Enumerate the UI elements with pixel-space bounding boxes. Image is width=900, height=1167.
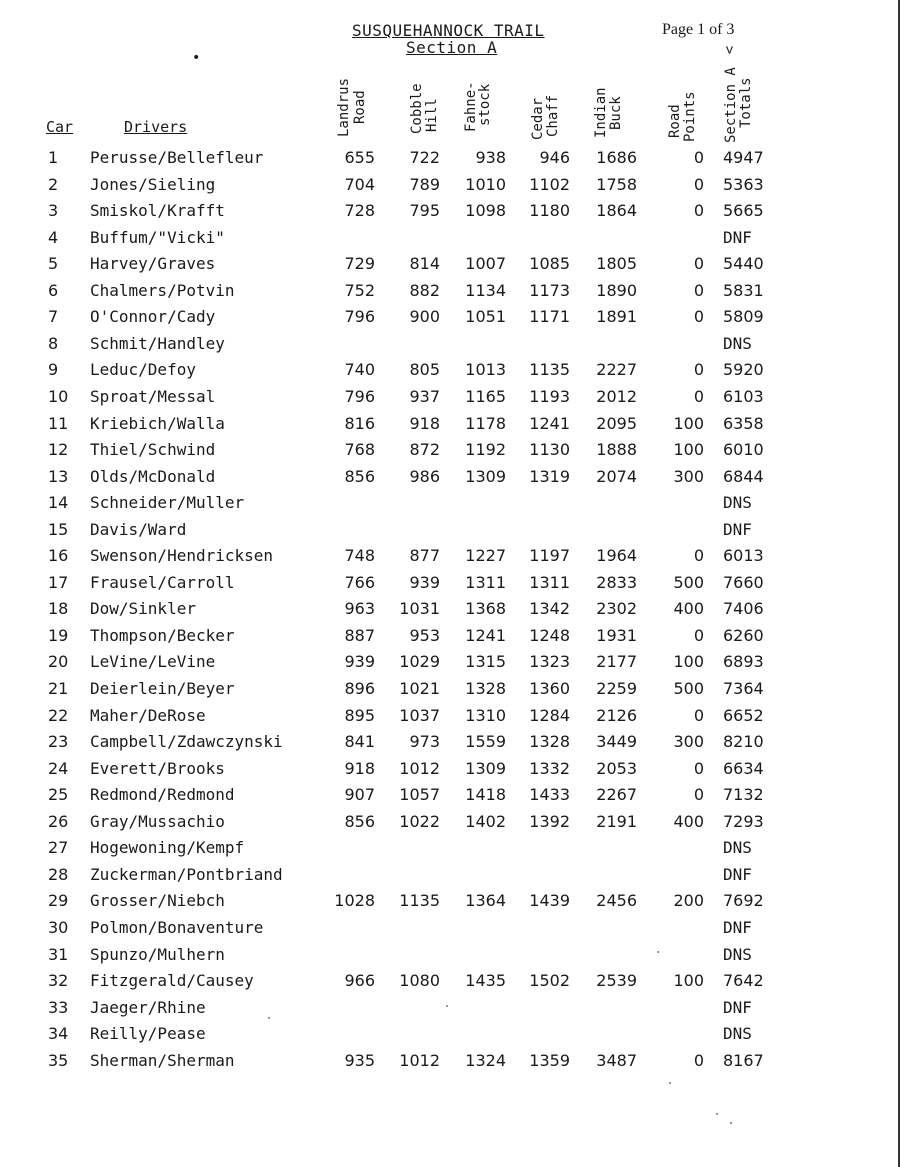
section-total: DNS [723,334,752,353]
score-cedar: 1323 [529,652,570,671]
score-landrus: 895 [344,706,375,725]
score-cobble: 939 [409,573,440,592]
header-fahne-line2: stock [477,83,493,126]
score-indian: 1931 [596,626,637,645]
driver-names: Spunzo/Mulhern [90,945,225,964]
section-total: 7132 [723,785,764,804]
score-indian: 2012 [596,387,637,406]
driver-names: Maher/DeRose [90,706,206,725]
score-fahne: 1098 [465,201,506,220]
document-title: SUSQUEHANNOCK TRAIL [352,21,545,40]
section-total: 6634 [723,759,764,778]
score-fahne: 1310 [465,706,506,725]
score-cobble: 1057 [399,785,440,804]
section-total: DNS [723,493,752,512]
car-number: 9 [48,360,59,379]
scan-speck [716,1113,718,1115]
score-points: 0 [693,360,704,379]
driver-names: Buffum/"Vicki" [90,228,225,247]
driver-names: Zuckerman/Pontbriand [90,865,283,884]
score-landrus: 796 [344,387,375,406]
score-fahne: 1368 [465,599,506,618]
score-points: 300 [673,732,704,751]
driver-names: Reilly/Pease [90,1024,206,1043]
header-section-totals-line2: Totals [738,77,754,128]
header-drivers: Drivers [124,118,188,136]
driver-names: Olds/McDonald [90,467,216,486]
score-cobble: 1012 [399,1051,440,1070]
score-indian: 1758 [596,175,637,194]
score-fahne: 1364 [465,891,506,910]
score-indian: 2074 [596,467,637,486]
score-cedar: 1319 [529,467,570,486]
score-landrus: 887 [344,626,375,645]
score-cedar: 946 [539,148,570,167]
car-number: 23 [48,732,69,751]
car-number: 8 [48,334,59,353]
score-indian: 1891 [596,307,637,326]
header-cobble-line2: Hill [424,98,440,132]
score-cobble: 900 [409,307,440,326]
score-cobble: 814 [409,254,440,273]
score-cobble: 882 [409,281,440,300]
score-cedar: 1332 [529,759,570,778]
score-cobble: 953 [409,626,440,645]
score-points: 200 [673,891,704,910]
scan-speck [657,951,659,953]
score-indian: 2191 [596,812,637,831]
car-number: 1 [48,148,59,167]
car-number: 5 [48,254,59,273]
score-points: 100 [673,440,704,459]
score-cobble: 722 [409,148,440,167]
section-total: DNS [723,1024,752,1043]
score-cedar: 1392 [529,812,570,831]
score-points: 300 [673,467,704,486]
score-points: 100 [673,971,704,990]
score-indian: 1686 [596,148,637,167]
score-landrus: 748 [344,546,375,565]
score-cedar: 1359 [529,1051,570,1070]
score-fahne: 1418 [465,785,506,804]
score-points: 0 [693,175,704,194]
driver-names: Sherman/Sherman [90,1051,235,1070]
score-points: 100 [673,652,704,671]
score-indian: 2456 [596,891,637,910]
score-landrus: 907 [344,785,375,804]
section-total: 8167 [723,1051,764,1070]
score-cedar: 1193 [529,387,570,406]
scan-speck [669,1082,671,1084]
score-landrus: 963 [344,599,375,618]
score-cedar: 1130 [529,440,570,459]
score-fahne: 1013 [465,360,506,379]
score-points: 400 [673,812,704,831]
header-landrus-line1: Landrus [336,77,352,137]
score-indian: 1864 [596,201,637,220]
score-indian: 2095 [596,414,637,433]
score-points: 500 [673,679,704,698]
score-cobble: 1031 [399,599,440,618]
score-landrus: 918 [344,759,375,778]
driver-names: Chalmers/Potvin [90,281,235,300]
score-indian: 1890 [596,281,637,300]
score-fahne: 1435 [465,971,506,990]
section-total: 6358 [723,414,764,433]
driver-names: Campbell/Zdawczynski [90,732,283,751]
score-landrus: 966 [344,971,375,990]
score-indian: 1964 [596,546,637,565]
section-total: 7642 [723,971,764,990]
driver-names: Everett/Brooks [90,759,225,778]
section-total: 7660 [723,573,764,592]
car-number: 30 [48,918,69,937]
score-cobble: 877 [409,546,440,565]
score-indian: 2539 [596,971,637,990]
score-cobble: 1029 [399,652,440,671]
score-indian: 2833 [596,573,637,592]
header-car: Car [46,118,74,136]
score-points: 0 [693,706,704,725]
section-total: DNS [723,838,752,857]
section-total: 5809 [723,307,764,326]
ink-dot: • [192,50,201,66]
score-cedar: 1328 [529,732,570,751]
score-cobble: 973 [409,732,440,751]
section-total: 5665 [723,201,764,220]
section-total: 5440 [723,254,764,273]
header-cobble-line1: Cobble [409,83,425,134]
car-number: 4 [48,228,59,247]
score-points: 0 [693,387,704,406]
driver-names: Perusse/Bellefleur [90,148,264,167]
score-cedar: 1502 [529,971,570,990]
score-landrus: 768 [344,440,375,459]
section-total: DNF [723,228,752,247]
score-points: 0 [693,307,704,326]
score-cobble: 789 [409,175,440,194]
score-landrus: 856 [344,467,375,486]
car-number: 19 [48,626,69,645]
car-number: 28 [48,865,69,884]
score-cobble: 805 [409,360,440,379]
score-points: 500 [673,573,704,592]
score-cobble: 1022 [399,812,440,831]
car-number: 2 [48,175,59,194]
section-total: 6013 [723,546,764,565]
car-number: 35 [48,1051,69,1070]
score-fahne: 1402 [465,812,506,831]
section-total: 5831 [723,281,764,300]
score-points: 0 [693,546,704,565]
score-cedar: 1248 [529,626,570,645]
driver-names: Redmond/Redmond [90,785,235,804]
driver-names: Thompson/Becker [90,626,235,645]
score-cedar: 1241 [529,414,570,433]
driver-names: Jones/Sieling [90,175,216,194]
driver-names: Hogewoning/Kempf [90,838,245,857]
score-landrus: 728 [344,201,375,220]
section-total: 6103 [723,387,764,406]
side-arrow-mark: < [722,45,739,55]
car-number: 3 [48,201,59,220]
score-points: 0 [693,148,704,167]
score-fahne: 938 [475,148,506,167]
score-landrus: 841 [344,732,375,751]
driver-names: Davis/Ward [90,520,187,539]
score-fahne: 1309 [465,467,506,486]
score-landrus: 935 [344,1051,375,1070]
score-fahne: 1309 [465,759,506,778]
score-fahne: 1559 [465,732,506,751]
car-number: 22 [48,706,69,725]
car-number: 17 [48,573,69,592]
driver-names: O'Connor/Cady [90,307,216,326]
driver-names: Gray/Mussachio [90,812,225,831]
score-landrus: 816 [344,414,375,433]
car-number: 26 [48,812,69,831]
car-number: 34 [48,1024,69,1043]
car-number: 29 [48,891,69,910]
page-number: Page 1 of 3 [662,21,735,38]
car-number: 14 [48,493,69,512]
driver-names: Polmon/Bonaventure [90,918,264,937]
car-number: 6 [48,281,59,300]
car-number: 12 [48,440,69,459]
score-fahne: 1051 [465,307,506,326]
car-number: 10 [48,387,69,406]
car-number: 11 [48,414,69,433]
section-total: DNS [723,945,752,964]
section-total: DNF [723,998,752,1017]
driver-names: Schneider/Muller [90,493,245,512]
score-points: 0 [693,201,704,220]
car-number: 24 [48,759,69,778]
score-cedar: 1197 [529,546,570,565]
score-fahne: 1311 [465,573,506,592]
section-total: 6260 [723,626,764,645]
score-cedar: 1173 [529,281,570,300]
driver-names: Jaeger/Rhine [90,998,206,1017]
score-fahne: 1241 [465,626,506,645]
score-cobble: 1021 [399,679,440,698]
score-indian: 2267 [596,785,637,804]
driver-names: Frausel/Carroll [90,573,235,592]
score-fahne: 1165 [465,387,506,406]
score-fahne: 1227 [465,546,506,565]
car-number: 21 [48,679,69,698]
scan-speck [446,1005,448,1007]
score-landrus: 704 [344,175,375,194]
score-indian: 2259 [596,679,637,698]
car-number: 33 [48,998,69,1017]
section-total: 4947 [723,148,764,167]
driver-names: Smiskol/Krafft [90,201,225,220]
score-landrus: 729 [344,254,375,273]
header-road-points-line1: Road [667,104,683,138]
score-cedar: 1439 [529,891,570,910]
score-points: 400 [673,599,704,618]
score-points: 0 [693,281,704,300]
scan-speck [268,1017,270,1019]
score-cedar: 1360 [529,679,570,698]
score-fahne: 1192 [465,440,506,459]
score-landrus: 856 [344,812,375,831]
header-section-totals-line1: Section A [723,67,739,143]
section-total: 8210 [723,732,764,751]
header-cedar-line2: Chaff [545,94,561,137]
section-total: DNF [723,918,752,937]
section-total: 6010 [723,440,764,459]
car-number: 31 [48,945,69,964]
score-indian: 2227 [596,360,637,379]
header-indian-line1: Indian [593,87,609,138]
score-points: 100 [673,414,704,433]
score-cobble: 1080 [399,971,440,990]
score-cobble: 795 [409,201,440,220]
car-number: 32 [48,971,69,990]
driver-names: Sproat/Messal [90,387,216,406]
score-indian: 1888 [596,440,637,459]
score-fahne: 1007 [465,254,506,273]
score-cedar: 1284 [529,706,570,725]
score-indian: 3449 [596,732,637,751]
score-points: 0 [693,759,704,778]
score-cedar: 1433 [529,785,570,804]
score-landrus: 655 [344,148,375,167]
score-cedar: 1311 [529,573,570,592]
score-indian: 2177 [596,652,637,671]
score-landrus: 766 [344,573,375,592]
driver-names: Dow/Sinkler [90,599,196,618]
section-total: DNF [723,520,752,539]
car-number: 27 [48,838,69,857]
score-landrus: 896 [344,679,375,698]
section-total: 7364 [723,679,764,698]
section-total: 6893 [723,652,764,671]
score-points: 0 [693,626,704,645]
score-cedar: 1135 [529,360,570,379]
score-cobble: 1037 [399,706,440,725]
score-cobble: 937 [409,387,440,406]
score-cobble: 986 [409,467,440,486]
score-landrus: 796 [344,307,375,326]
driver-names: Deierlein/Beyer [90,679,235,698]
header-fahne-line1: Fahne- [463,81,479,132]
score-points: 0 [693,785,704,804]
car-number: 13 [48,467,69,486]
driver-names: Harvey/Graves [90,254,216,273]
driver-names: Leduc/Defoy [90,360,196,379]
score-cedar: 1085 [529,254,570,273]
driver-names: Schmit/Handley [90,334,225,353]
section-total: DNF [723,865,752,884]
header-landrus-line2: Road [352,90,368,124]
score-indian: 3487 [596,1051,637,1070]
driver-names: Kriebich/Walla [90,414,225,433]
section-total: 6652 [723,706,764,725]
score-fahne: 1134 [465,281,506,300]
section-subtitle: Section A [406,38,498,57]
car-number: 18 [48,599,69,618]
score-indian: 2053 [596,759,637,778]
score-indian: 2302 [596,599,637,618]
driver-names: Thiel/Schwind [90,440,216,459]
score-cobble: 1135 [399,891,440,910]
scan-speck [730,1122,732,1124]
score-fahne: 1324 [465,1051,506,1070]
score-fahne: 1010 [465,175,506,194]
section-total: 7692 [723,891,764,910]
score-landrus: 939 [344,652,375,671]
section-total: 5920 [723,360,764,379]
score-cobble: 1012 [399,759,440,778]
score-points: 0 [693,254,704,273]
score-cobble: 918 [409,414,440,433]
score-fahne: 1315 [465,652,506,671]
driver-names: LeVine/LeVine [90,652,216,671]
score-landrus: 1028 [334,891,375,910]
driver-names: Swenson/Hendricksen [90,546,274,565]
score-landrus: 740 [344,360,375,379]
section-total: 7293 [723,812,764,831]
score-cedar: 1171 [529,307,570,326]
car-number: 25 [48,785,69,804]
section-total: 7406 [723,599,764,618]
driver-names: Grosser/Niebch [90,891,225,910]
score-cedar: 1102 [529,175,570,194]
score-points: 0 [693,1051,704,1070]
score-indian: 2126 [596,706,637,725]
car-number: 20 [48,652,69,671]
score-cobble: 872 [409,440,440,459]
section-total: 6844 [723,467,764,486]
car-number: 15 [48,520,69,539]
car-number: 7 [48,307,59,326]
driver-names: Fitzgerald/Causey [90,971,254,990]
score-indian: 1805 [596,254,637,273]
score-landrus: 752 [344,281,375,300]
score-fahne: 1178 [465,414,506,433]
score-fahne: 1328 [465,679,506,698]
header-indian-line2: Buck [608,96,624,130]
car-number: 16 [48,546,69,565]
section-total: 5363 [723,175,764,194]
score-cedar: 1180 [529,201,570,220]
header-cedar-line1: Cedar [530,97,546,140]
header-road-points-line2: Points [682,91,698,142]
score-cedar: 1342 [529,599,570,618]
